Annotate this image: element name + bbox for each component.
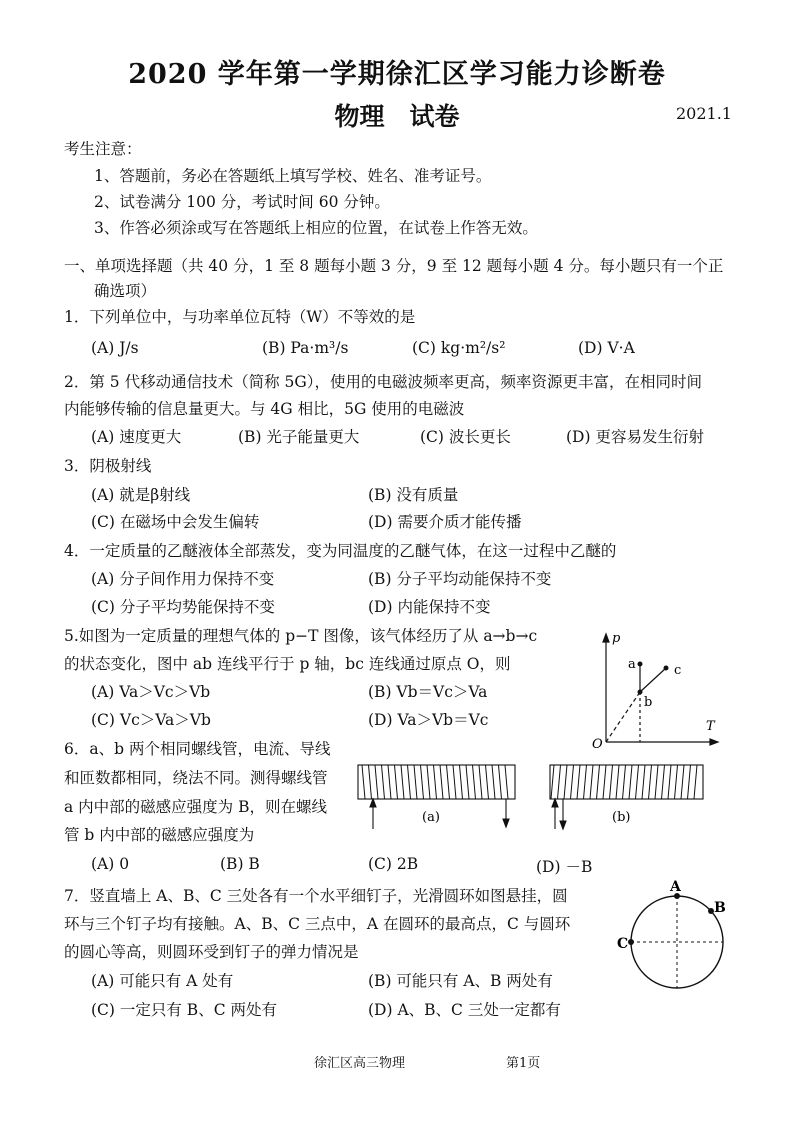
arrow-b-in: [552, 799, 558, 807]
label-b: B: [714, 900, 726, 916]
question-6-stem: 6．a、b 两个相同螺线管，电流、导线: [64, 740, 331, 758]
coil-turn: [460, 765, 463, 799]
coil-turn: [590, 765, 593, 799]
coil-turn: [636, 765, 639, 799]
coil-turn: [597, 765, 600, 799]
point-b: [638, 690, 643, 695]
coil-turn: [688, 765, 691, 799]
q3-option-b: (B) 没有质量: [368, 486, 459, 504]
coil-turn: [427, 765, 430, 799]
coil-turn: [362, 765, 365, 799]
question-3-stem: 3．阴极射线: [64, 457, 152, 475]
footer-page-number: 第1页: [506, 1056, 541, 1071]
coil-turn: [486, 765, 489, 799]
label-a: a: [628, 657, 636, 672]
q5-option-c: (C) Vc＞Va＞Vb: [91, 711, 211, 729]
q7-option-b: (B) 可能只有 A、B 两处有: [368, 972, 553, 990]
q2-option-a: (A) 速度更大: [91, 428, 182, 446]
coil-turn: [421, 765, 424, 799]
section-heading: 一、单项选择题（共 40 分，1 至 8 题每小题 3 分，9 至 12 题每小题 4 分。每小题只有一个正: [64, 257, 724, 275]
question-7-stem: 7．竖直墙上 A、B、C 三处各有一个水平细钉子，光滑圆环如图悬挂，圆: [64, 887, 568, 905]
coil-turn: [492, 765, 495, 799]
q1-option-a: (A) J/s: [91, 339, 139, 357]
coil-turn: [388, 765, 391, 799]
coil-turn: [447, 765, 450, 799]
q3-option-d: (D) 需要介质才能传播: [368, 513, 522, 531]
label-c: C: [617, 936, 629, 952]
coil-turn: [414, 765, 417, 799]
coil-turn: [668, 765, 671, 799]
q7-option-c: (C) 一定只有 B、C 两处有: [91, 1001, 277, 1019]
arrow-b-out: [560, 821, 566, 829]
t-axis-label: T: [706, 719, 715, 734]
coil-turn: [694, 765, 697, 799]
question-5-stem: 5.如图为一定质量的理想气体的 p−T 图像，该气体经历了从 a→b→c: [64, 627, 538, 645]
coil-turn: [642, 765, 645, 799]
arrow-a-out: [503, 819, 509, 827]
question-2-stem-cont: 内能够传输的信息量更大。与 4G 相比，5G 使用的电磁波: [64, 400, 465, 418]
label-a: A: [670, 879, 681, 895]
exam-date: 2021.1: [676, 104, 732, 123]
q2-option-c: (C) 波长更长: [420, 428, 511, 446]
origin-label: O: [592, 737, 603, 752]
label-b: b: [644, 695, 653, 710]
q4-option-d: (D) 内能保持不变: [368, 598, 491, 616]
q3-option-a: (A) 就是β射线: [91, 486, 191, 504]
question-5-stem-cont: 的状态变化，图中 ab 连线平行于 p 轴，bc 连线通过原点 O，则: [64, 655, 511, 673]
coil-turn: [616, 765, 619, 799]
coil-turn: [479, 765, 482, 799]
q6-option-d: (D) －B: [536, 858, 593, 876]
q1-option-b: (B) Pa·m³/s: [262, 339, 349, 357]
question-1-stem: 1．下列单位中，与功率单位瓦特（W）不等效的是: [64, 308, 416, 326]
coil-turn: [649, 765, 652, 799]
coil-turn: [499, 765, 502, 799]
coil-turn: [440, 765, 443, 799]
coil-turn: [453, 765, 456, 799]
coil-turn: [401, 765, 404, 799]
footer-left: 徐汇区高三物理: [314, 1056, 406, 1071]
coil-turn: [408, 765, 411, 799]
coil-turn: [662, 765, 665, 799]
coil-turn: [584, 765, 587, 799]
coil-turn: [369, 765, 372, 799]
question-6-stem-cont: 和匝数都相同，绕法不同。测得螺线管: [64, 769, 328, 787]
section-heading-cont: 确选项）: [94, 282, 157, 300]
coil-turn: [382, 765, 385, 799]
notice-item: 2、试卷满分 100 分，考试时间 60 分钟。: [94, 193, 390, 211]
question-6-stem-cont: a 内中部的磁感应强度为 B，则在螺线: [64, 798, 327, 816]
coil-turn: [571, 765, 574, 799]
q2-option-b: (B) 光子能量更大: [238, 428, 360, 446]
q5-option-d: (D) Va＞Vb＝Vc: [368, 711, 489, 729]
coil-turn: [473, 765, 476, 799]
dashed-line-ob: [606, 692, 640, 742]
page-subtitle: 物理 试卷: [334, 102, 460, 131]
coil-turn: [577, 765, 580, 799]
q5-option-b: (B) Vb＝Vc＞Va: [368, 683, 488, 701]
coil-turn: [551, 765, 554, 799]
coil-turn: [629, 765, 632, 799]
coil-turn: [675, 765, 678, 799]
page-title: 2020 学年第一学期徐汇区学习能力诊断卷: [128, 59, 666, 90]
ring-figure: [612, 880, 742, 1005]
question-4-stem: 4．一定质量的乙醚液体全部蒸发，变为同温度的乙醚气体，在这一过程中乙醚的: [64, 542, 617, 560]
arrow-a-in: [370, 799, 376, 807]
coil-turn: [434, 765, 437, 799]
notice-item: 1、答题前，务必在答题纸上填写学校、姓名、准考证号。: [94, 167, 492, 185]
q4-option-b: (B) 分子平均动能保持不变: [368, 570, 552, 588]
coil-turn: [466, 765, 469, 799]
notice-item: 3、作答必须涂或写在答题纸上相应的位置，在试卷上作答无效。: [94, 219, 538, 237]
t-axis-arrow: [710, 739, 718, 745]
p-axis-label: p: [612, 631, 621, 646]
solenoid-b-coil: [551, 765, 697, 799]
q7-option-d: (D) A、B、C 三处一定都有: [368, 1001, 561, 1019]
solenoid-a-coil: [362, 765, 508, 799]
notice-heading: 考生注意：: [64, 140, 142, 158]
coil-turn: [375, 765, 378, 799]
question-6-stem-cont: 管 b 内中部的磁感应强度为: [64, 826, 255, 844]
p-axis-arrow: [603, 634, 609, 642]
point-a: [638, 662, 643, 667]
coil-turn: [681, 765, 684, 799]
q3-option-c: (C) 在磁场中会发生偏转: [91, 513, 260, 531]
coil-turn: [603, 765, 606, 799]
q5-option-a: (A) Va＞Vc＞Vb: [91, 683, 211, 701]
label-c: c: [674, 663, 682, 678]
q4-option-c: (C) 分子平均势能保持不变: [91, 598, 275, 616]
nail-c: [628, 939, 634, 945]
pt-graph-figure: [590, 630, 720, 750]
q6-option-c: (C) 2B: [368, 855, 419, 873]
q1-option-c: (C) kg·m²/s²: [412, 339, 506, 357]
question-2-stem: 2．第 5 代移动通信技术（简称 5G），使用的电磁波频率更高，频率资源更丰富，在相同时间: [64, 373, 703, 391]
q4-option-a: (A) 分子间作用力保持不变: [91, 570, 275, 588]
solenoid-b-label: (b): [612, 810, 631, 825]
point-c: [664, 666, 669, 671]
q6-option-a: (A) 0: [91, 855, 130, 873]
coil-turn: [558, 765, 561, 799]
solenoid-figure: [350, 755, 720, 835]
q2-option-d: (D) 更容易发生衍射: [566, 428, 704, 446]
coil-turn: [610, 765, 613, 799]
coil-turn: [395, 765, 398, 799]
question-7-stem-cont: 环与三个钉子均有接触。A、B、C 三点中，A 在圆环的最高点，C 与圆环: [64, 915, 571, 933]
segment-bc: [640, 668, 666, 692]
q6-option-b: (B) B: [220, 855, 260, 873]
question-7-stem-cont: 的圆心等高，则圆环受到钉子的弹力情况是: [64, 943, 359, 961]
coil-turn: [505, 765, 508, 799]
q7-option-a: (A) 可能只有 A 处有: [91, 972, 234, 990]
coil-turn: [655, 765, 658, 799]
solenoid-a-label: (a): [422, 810, 440, 825]
coil-turn: [623, 765, 626, 799]
q1-option-d: (D) V·A: [578, 339, 635, 357]
coil-turn: [564, 765, 567, 799]
